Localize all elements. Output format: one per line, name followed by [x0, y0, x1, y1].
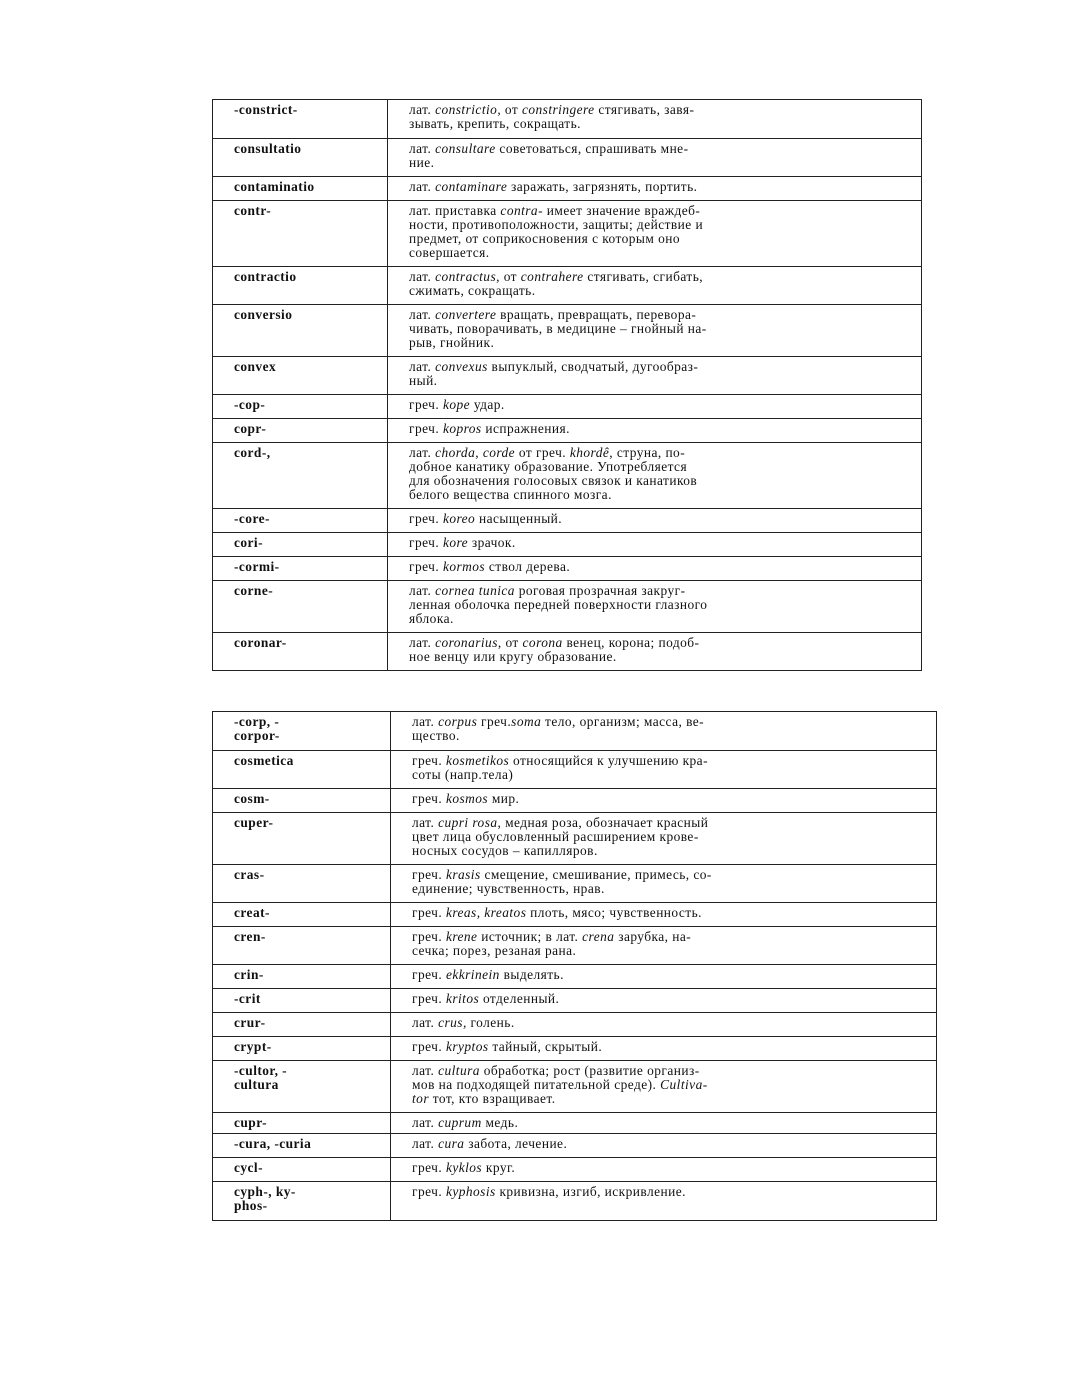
definition-text: , от — [497, 635, 523, 650]
definition-text: имеет значение враждеб- ности, противоположности, защиты; действие и предмет, от соприкосновения с которым оно совершается. — [409, 203, 704, 260]
table-row — [213, 712, 937, 751]
definition-cell — [388, 581, 922, 633]
term-cell — [213, 267, 388, 305]
term-cell — [213, 1158, 391, 1182]
term-cell — [213, 1182, 391, 1221]
term-text: cuper- — [234, 815, 274, 830]
term-text: crur- — [234, 1015, 266, 1030]
term-text: crin- — [234, 967, 264, 982]
definition-text: , струна, по- добное канатику образование. Употребляется для обозначения голосовых связок и канатиков белого вещества спинного мозга. — [409, 445, 698, 502]
definition-cell — [391, 1037, 937, 1061]
definition-italic: kryptos — [445, 1039, 489, 1054]
definition-italic: contaminare — [435, 179, 508, 194]
definition-cell — [391, 1013, 937, 1037]
table-row — [213, 1013, 937, 1037]
definition-italic: kopros — [442, 421, 482, 436]
term-cell — [213, 139, 388, 177]
definition-cell — [388, 357, 922, 395]
definition-text: , — [475, 445, 483, 460]
table-row — [213, 533, 922, 557]
term-cell — [213, 751, 391, 789]
definition-cell — [388, 267, 922, 305]
definition-text: тело, организм; масса, ве- щество. — [412, 714, 705, 743]
definition-text: от греч. — [515, 445, 570, 460]
term-text: coronar- — [234, 635, 287, 650]
definition-text: насыщенный. — [475, 511, 563, 526]
term-text: cord-, — [234, 445, 271, 460]
definition-text: греч. — [409, 397, 443, 412]
term-cell — [213, 581, 388, 633]
term-cell — [213, 1134, 391, 1158]
term-text: cupr- — [234, 1115, 267, 1130]
term-text: conversio — [234, 307, 293, 322]
definition-text: греч. — [412, 1184, 446, 1199]
term-text: corne- — [234, 583, 274, 598]
definition-text: лат. — [409, 359, 436, 374]
term-cell — [213, 1013, 391, 1037]
definition-italic: kore — [442, 535, 469, 550]
term-cell — [213, 865, 391, 903]
term-cell — [213, 443, 388, 509]
term-cell — [213, 533, 388, 557]
definition-italic: corona — [522, 635, 563, 650]
definition-italic: contractus — [435, 269, 497, 284]
definition-cell — [388, 443, 922, 509]
definition-text: греч. — [409, 421, 443, 436]
definition-text: испражнения. — [481, 421, 570, 436]
definition-text: удар. — [470, 397, 505, 412]
definition-text: тайный, скрытый. — [488, 1039, 603, 1054]
definition-text: советоваться, спрашивать мне- ние. — [409, 141, 689, 170]
term-text: -cormi- — [234, 559, 280, 574]
definition-text: мир. — [488, 791, 520, 806]
table-row — [213, 305, 922, 357]
table-row — [213, 751, 937, 789]
definition-cell — [391, 965, 937, 989]
term-cell — [213, 903, 391, 927]
definition-italic: koreo — [442, 511, 476, 526]
term-cell — [213, 927, 391, 965]
definition-cell — [388, 557, 922, 581]
term-text: contractio — [234, 269, 297, 284]
definition-italic: cura — [438, 1136, 465, 1151]
glossary-table-2 — [212, 711, 937, 1221]
definition-cell — [388, 177, 922, 201]
definition-italic: kyklos — [445, 1160, 483, 1175]
definition-italic: khordê — [569, 445, 610, 460]
definition-text: стягивать, сгибать, сжимать, сокращать. — [409, 269, 704, 298]
table-row — [213, 1037, 937, 1061]
definition-text: выпуклый, сводчатый, дугообраз- ный. — [409, 359, 699, 388]
definition-text: круг. — [482, 1160, 516, 1175]
table-row — [213, 1182, 937, 1221]
definition-text: зрачок. — [468, 535, 516, 550]
definition-text: вращать, превращать, перевора- чивать, поворачивать, в медицине – гнойный на- рыв, гнойник. — [409, 307, 707, 350]
term-text: crypt- — [234, 1039, 272, 1054]
table-row — [213, 903, 937, 927]
definition-cell — [391, 1182, 937, 1221]
term-cell — [213, 357, 388, 395]
term-text: -cultor, - cultura — [234, 1063, 288, 1092]
definition-text: венец, корона; подоб- ное венцу или кругу образование. — [409, 635, 700, 664]
definition-text: обработка; рост (развитие организ- мов на подходящей питательной среде). — [412, 1063, 700, 1092]
definition-italic: kritos — [445, 991, 480, 1006]
definition-text: греч. — [412, 967, 446, 982]
definition-italic: kreas, kreatos — [445, 905, 527, 920]
definition-text: греч. — [412, 1039, 446, 1054]
definition-text: забота, лечение. — [464, 1136, 568, 1151]
definition-text: греч. — [409, 535, 443, 550]
definition-cell — [391, 789, 937, 813]
definition-italic: krasis — [445, 867, 481, 882]
term-cell — [213, 789, 391, 813]
table-row — [213, 813, 937, 865]
term-text: contr- — [234, 203, 272, 218]
definition-text: греч. — [409, 511, 443, 526]
definition-text: греч. — [412, 1160, 446, 1175]
definition-text: греч. — [412, 867, 446, 882]
term-text: consultatio — [234, 141, 302, 156]
definition-italic: kope — [442, 397, 471, 412]
term-text: -cop- — [234, 397, 266, 412]
definition-text: лат. — [412, 714, 439, 729]
definition-text: лат. — [412, 815, 439, 830]
definition-text: плоть, мясо; чувственность. — [526, 905, 702, 920]
term-cell — [213, 813, 391, 865]
definition-text: медь. — [481, 1115, 519, 1130]
table-row — [213, 267, 922, 305]
term-cell — [213, 557, 388, 581]
definition-cell — [388, 509, 922, 533]
definition-italic: crena — [582, 929, 615, 944]
term-text: cren- — [234, 929, 266, 944]
definition-text: зарубка, на- сечка; порез, резаная рана. — [412, 929, 692, 958]
term-text: cosm- — [234, 791, 270, 806]
definition-cell — [391, 989, 937, 1013]
definition-text: , от — [496, 269, 521, 284]
definition-text: лат. — [409, 583, 436, 598]
term-cell — [213, 509, 388, 533]
term-text: cosmetica — [234, 753, 294, 768]
definition-text: греч. — [412, 753, 446, 768]
table-row — [213, 419, 922, 443]
definition-text: смещение, смешивание, примесь, со- единение; чувственность, нрав. — [412, 867, 712, 896]
definition-italic: constringere — [521, 102, 595, 117]
table-row — [213, 1061, 937, 1113]
glossary-table-2-body — [213, 712, 937, 1221]
definition-text: лат. — [409, 141, 436, 156]
table-row — [213, 443, 922, 509]
table-row — [213, 581, 922, 633]
term-cell — [213, 305, 388, 357]
term-cell — [213, 633, 388, 671]
definition-italic: cultura — [438, 1063, 480, 1078]
definition-text: лат. — [409, 307, 436, 322]
definition-cell — [391, 712, 937, 751]
definition-text: голень. — [466, 1015, 515, 1030]
definition-italic: krene — [445, 929, 478, 944]
table-row — [213, 357, 922, 395]
definition-cell — [391, 903, 937, 927]
glossary-table-1-body — [213, 100, 922, 671]
table-row — [213, 509, 922, 533]
definition-cell — [388, 100, 922, 139]
term-text: convex — [234, 359, 277, 374]
term-cell — [213, 419, 388, 443]
definition-cell — [388, 201, 922, 267]
table-row — [213, 865, 937, 903]
definition-italic: chorda — [435, 445, 476, 460]
definition-cell — [388, 633, 922, 671]
definition-cell — [388, 139, 922, 177]
term-text: -cura, -curia — [234, 1136, 312, 1151]
definition-italic: contra- — [500, 203, 543, 218]
definition-text: , медная роза, обозначает красный цвет лица обусловленный расширением крове- носных сосудов – капилляров. — [412, 815, 709, 858]
definition-text: лат. — [412, 1015, 439, 1030]
table-row — [213, 1134, 937, 1158]
definition-italic: convexus — [435, 359, 488, 374]
definition-italic: cuprum — [438, 1115, 482, 1130]
definition-text: относящийся к улучшению кра- соты (напр.тела) — [412, 753, 708, 782]
term-text: copr- — [234, 421, 267, 436]
term-cell — [213, 712, 391, 751]
term-text: cori- — [234, 535, 264, 550]
table-row — [213, 989, 937, 1013]
table-row — [213, 177, 922, 201]
definition-text: лат. — [409, 269, 436, 284]
definition-cell — [388, 395, 922, 419]
definition-text: лат. — [412, 1136, 439, 1151]
definition-italic: contrahere — [520, 269, 584, 284]
definition-cell — [391, 865, 937, 903]
definition-text: греч. — [412, 991, 446, 1006]
table-row — [213, 1113, 937, 1134]
definition-cell — [391, 1158, 937, 1182]
definition-italic: soma — [511, 714, 542, 729]
term-text: -crit — [234, 991, 261, 1006]
definition-text: роговая прозрачная закруг- ленная оболочка передней поверхности глазного яблока. — [409, 583, 708, 626]
definition-text: лат. — [409, 102, 436, 117]
term-text: cras- — [234, 867, 265, 882]
definition-italic: corde — [482, 445, 516, 460]
definition-text: лат. приставка — [409, 203, 501, 218]
term-text: creat- — [234, 905, 270, 920]
definition-italic: cornea tunica — [435, 583, 515, 598]
definition-text: , от — [497, 102, 522, 117]
definition-text: греч. — [412, 905, 446, 920]
definition-cell — [391, 751, 937, 789]
term-text: cyph-, ky- phos- — [234, 1184, 296, 1213]
term-cell — [213, 965, 391, 989]
definition-italic: kormos — [442, 559, 486, 574]
definition-text: лат. — [409, 635, 436, 650]
term-text: -constrict- — [234, 102, 298, 117]
definition-text: отделенный. — [479, 991, 560, 1006]
term-cell — [213, 1061, 391, 1113]
definition-italic: cupri rosa — [438, 815, 498, 830]
definition-cell — [388, 533, 922, 557]
definition-text: заражать, загрязнять, портить. — [507, 179, 698, 194]
definition-italic: ekkrinein — [445, 967, 500, 982]
definition-text: выделять. — [499, 967, 564, 982]
definition-italic: kosmetikos — [445, 753, 510, 768]
definition-text: кривизна, изгиб, искривление. — [495, 1184, 686, 1199]
table-row — [213, 965, 937, 989]
definition-italic: kyphosis — [445, 1184, 496, 1199]
definition-text: лат. — [409, 179, 436, 194]
term-text: -core- — [234, 511, 270, 526]
definition-italic: Cultiva- tor — [412, 1077, 708, 1106]
term-cell — [213, 395, 388, 419]
term-cell — [213, 100, 388, 139]
definition-text: греч. — [409, 559, 443, 574]
definition-italic: consultare — [435, 141, 496, 156]
term-cell — [213, 989, 391, 1013]
definition-text: лат. — [412, 1115, 439, 1130]
table-row — [213, 100, 922, 139]
table-row — [213, 633, 922, 671]
definition-cell — [391, 813, 937, 865]
definition-text: лат. — [412, 1063, 439, 1078]
definition-cell — [391, 1061, 937, 1113]
definition-italic: crus, — [438, 1015, 467, 1030]
definition-italic: corpus — [438, 714, 478, 729]
table-row — [213, 201, 922, 267]
definition-cell — [388, 305, 922, 357]
definition-cell — [391, 1113, 937, 1134]
definition-text: тот, кто взращивает. — [428, 1091, 556, 1106]
table-row — [213, 557, 922, 581]
definition-italic: coronarius — [435, 635, 498, 650]
term-text: cycl- — [234, 1160, 264, 1175]
table-row — [213, 395, 922, 419]
definition-text: источник; в лат. — [477, 929, 583, 944]
definition-italic: kosmos — [445, 791, 489, 806]
term-text: -corp, - corpor- — [234, 714, 280, 743]
term-cell — [213, 201, 388, 267]
definition-cell — [388, 419, 922, 443]
table-row — [213, 927, 937, 965]
term-cell — [213, 177, 388, 201]
term-cell — [213, 1113, 391, 1134]
definition-text: греч. — [477, 714, 512, 729]
table-row — [213, 789, 937, 813]
definition-text: стягивать, завя- зывать, крепить, сокращать. — [409, 102, 695, 131]
definition-text: греч. — [412, 791, 446, 806]
definition-text: ствол дерева. — [485, 559, 571, 574]
definition-italic: constrictio — [435, 102, 498, 117]
definition-cell — [391, 927, 937, 965]
table-row — [213, 1158, 937, 1182]
table-row — [213, 139, 922, 177]
definition-cell — [391, 1134, 937, 1158]
definition-italic: convertere — [435, 307, 497, 322]
term-text: contaminatio — [234, 179, 315, 194]
glossary-table-1 — [212, 99, 922, 671]
definition-text: лат. — [409, 445, 436, 460]
term-cell — [213, 1037, 391, 1061]
definition-text: греч. — [412, 929, 446, 944]
